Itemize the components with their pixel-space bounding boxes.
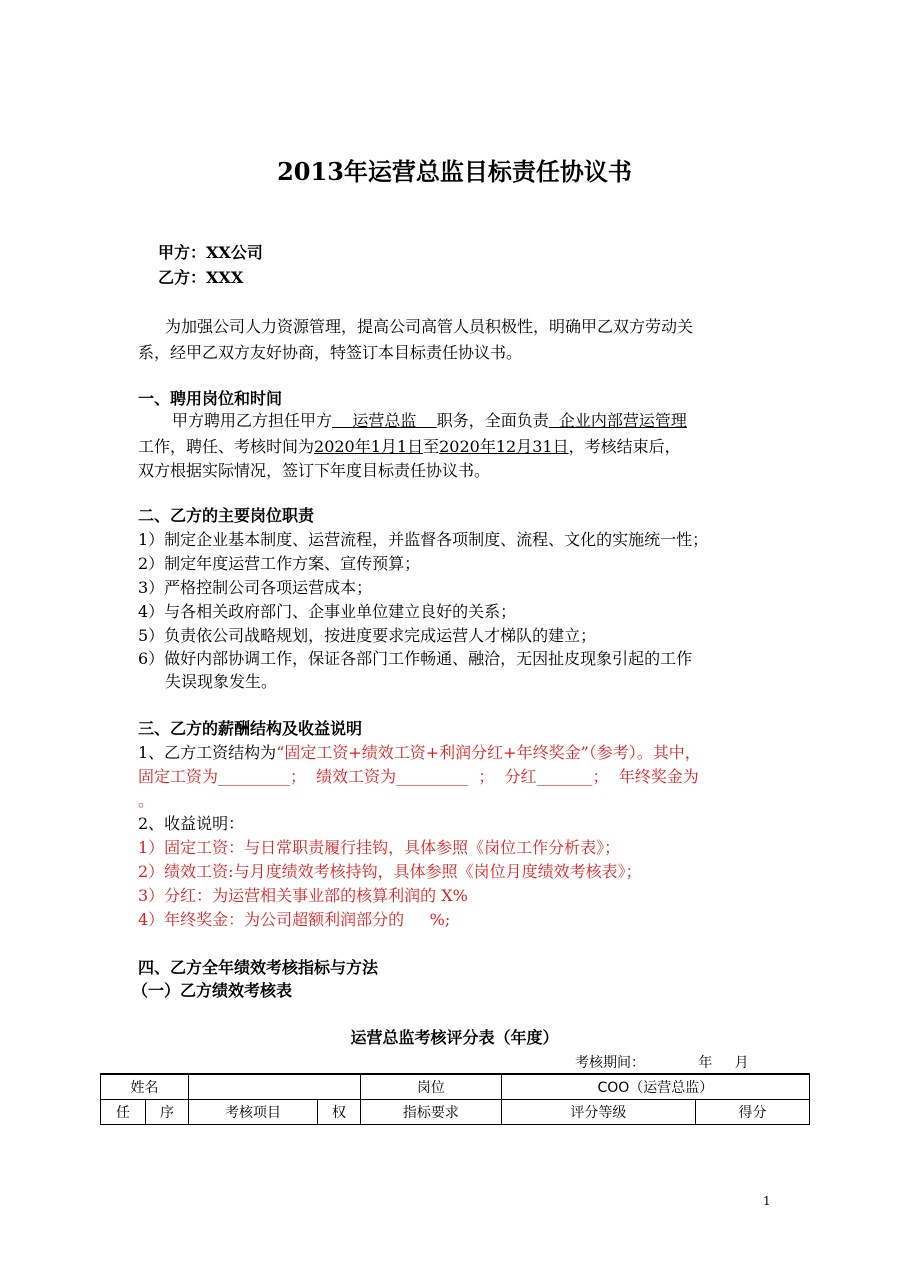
assessment-period: 考核期间： 年 月	[575, 1055, 749, 1071]
salary-structure-label: 1、乙方工资结构为	[138, 743, 277, 762]
salary-structure-line	[138, 740, 701, 763]
section1-text: 工作，聘任、考核时间为	[138, 437, 315, 456]
section4-heading: 四、乙方全年绩效考核指标与方法	[138, 958, 379, 977]
document-title: 2013年运营总监目标责任协议书	[277, 157, 632, 186]
salary-structure-value: “固定工资+绩效工资+利润分红+年终奖金”（参考）。其中，	[276, 743, 701, 762]
section1-text: 甲方聘用乙方担任甲方	[172, 411, 333, 430]
duty-item: 2）制定年度运营工作方案、宣传预算；	[138, 554, 421, 573]
salary-blanks-end: 。	[138, 791, 155, 810]
section1-text: 至	[423, 437, 440, 456]
section4-subheading: （一）乙方绩效考核表	[132, 981, 293, 1000]
duty-item: 6）做好内部协调工作，保证各部门工作畅通、融洽，无因扯皮现象引起的工作	[138, 649, 693, 668]
table-header-cell: 评分等级	[501, 1100, 695, 1125]
responsibility-value: 企业内部营运管理	[548, 411, 687, 430]
duty-item: 5）负责依公司战略规划，按进度要求完成运营人才梯队的建立；	[138, 626, 597, 645]
duty-item: 1）制定企业基本制度、运营流程，并监督各项制度、流程、文化的实施统一性；	[138, 530, 709, 549]
page-number: 1	[763, 1194, 771, 1208]
table-cell-name-label: 姓名	[101, 1074, 189, 1100]
duty-item: 3）严格控制公司各项运营成本；	[138, 578, 373, 597]
table-cell-position-label: 岗位	[361, 1074, 502, 1100]
section1-line-1	[172, 408, 687, 431]
table-cell-position-value: COO（运营总监）	[501, 1074, 809, 1100]
table-header-cell: 得分	[696, 1100, 810, 1125]
income-item: 3）分红：为运营相关事业部的核算利润的 X%	[138, 886, 468, 905]
section1-text: ，考核结束后，	[568, 437, 681, 456]
party-b: 乙方：XXX	[158, 268, 244, 287]
table-row	[101, 1100, 810, 1125]
section2-heading: 二、乙方的主要岗位职责	[138, 506, 315, 525]
section1-line-3: 双方根据实际情况，签订下年度目标责任协议书。	[138, 461, 491, 480]
income-item: 2）绩效工资:与月度绩效考核持钩，具体参照《岗位月度绩效考核表》；	[138, 862, 642, 881]
salary-blanks-line: 固定工资为_________； 绩效工资为_________ ； 分红_______； 年终奖金为	[138, 767, 699, 786]
position-value: 运营总监	[332, 411, 437, 430]
section3-heading: 三、乙方的薪酬结构及收益说明	[138, 719, 363, 738]
income-item: 4）年终奖金：为公司超额利润部分的 %;	[138, 910, 451, 929]
party-a: 甲方：XX公司	[158, 243, 263, 262]
assessment-table	[100, 1073, 810, 1125]
duty-item-continued: 失误现象发生。	[165, 672, 278, 691]
intro-line-1: 为加强公司人力资源管理，提高公司高管人员积极性，明确甲乙双方劳动关	[165, 317, 694, 336]
section1-line-2	[138, 434, 681, 457]
table-header-cell: 任	[101, 1100, 146, 1125]
intro-line-2: 系，经甲乙双方友好协商，特签订本目标责任协议书。	[138, 343, 523, 362]
table-header-cell: 序	[146, 1100, 189, 1125]
income-item: 1）固定工资：与日常职责履行挂钩，具体参照《岗位工作分析表》；	[138, 838, 621, 857]
section1-heading: 一、聘用岗位和时间	[138, 389, 283, 408]
table-row	[101, 1074, 810, 1100]
table-title: 运营总监考核评分表（年度）	[350, 1028, 559, 1047]
start-date: 2020年1月1日	[314, 437, 424, 456]
section1-text: 职务，全面负责	[436, 411, 549, 430]
duty-item: 4）与各相关政府部门、企事业单位建立良好的关系；	[138, 602, 517, 621]
table-header-cell: 考核项目	[189, 1100, 318, 1125]
table-header-cell: 指标要求	[361, 1100, 502, 1125]
end-date: 2020年12月31日	[439, 437, 569, 456]
table-cell-name-value[interactable]	[189, 1074, 361, 1100]
income-note-heading: 2、收益说明：	[138, 814, 245, 833]
table-header-cell: 权	[318, 1100, 361, 1125]
